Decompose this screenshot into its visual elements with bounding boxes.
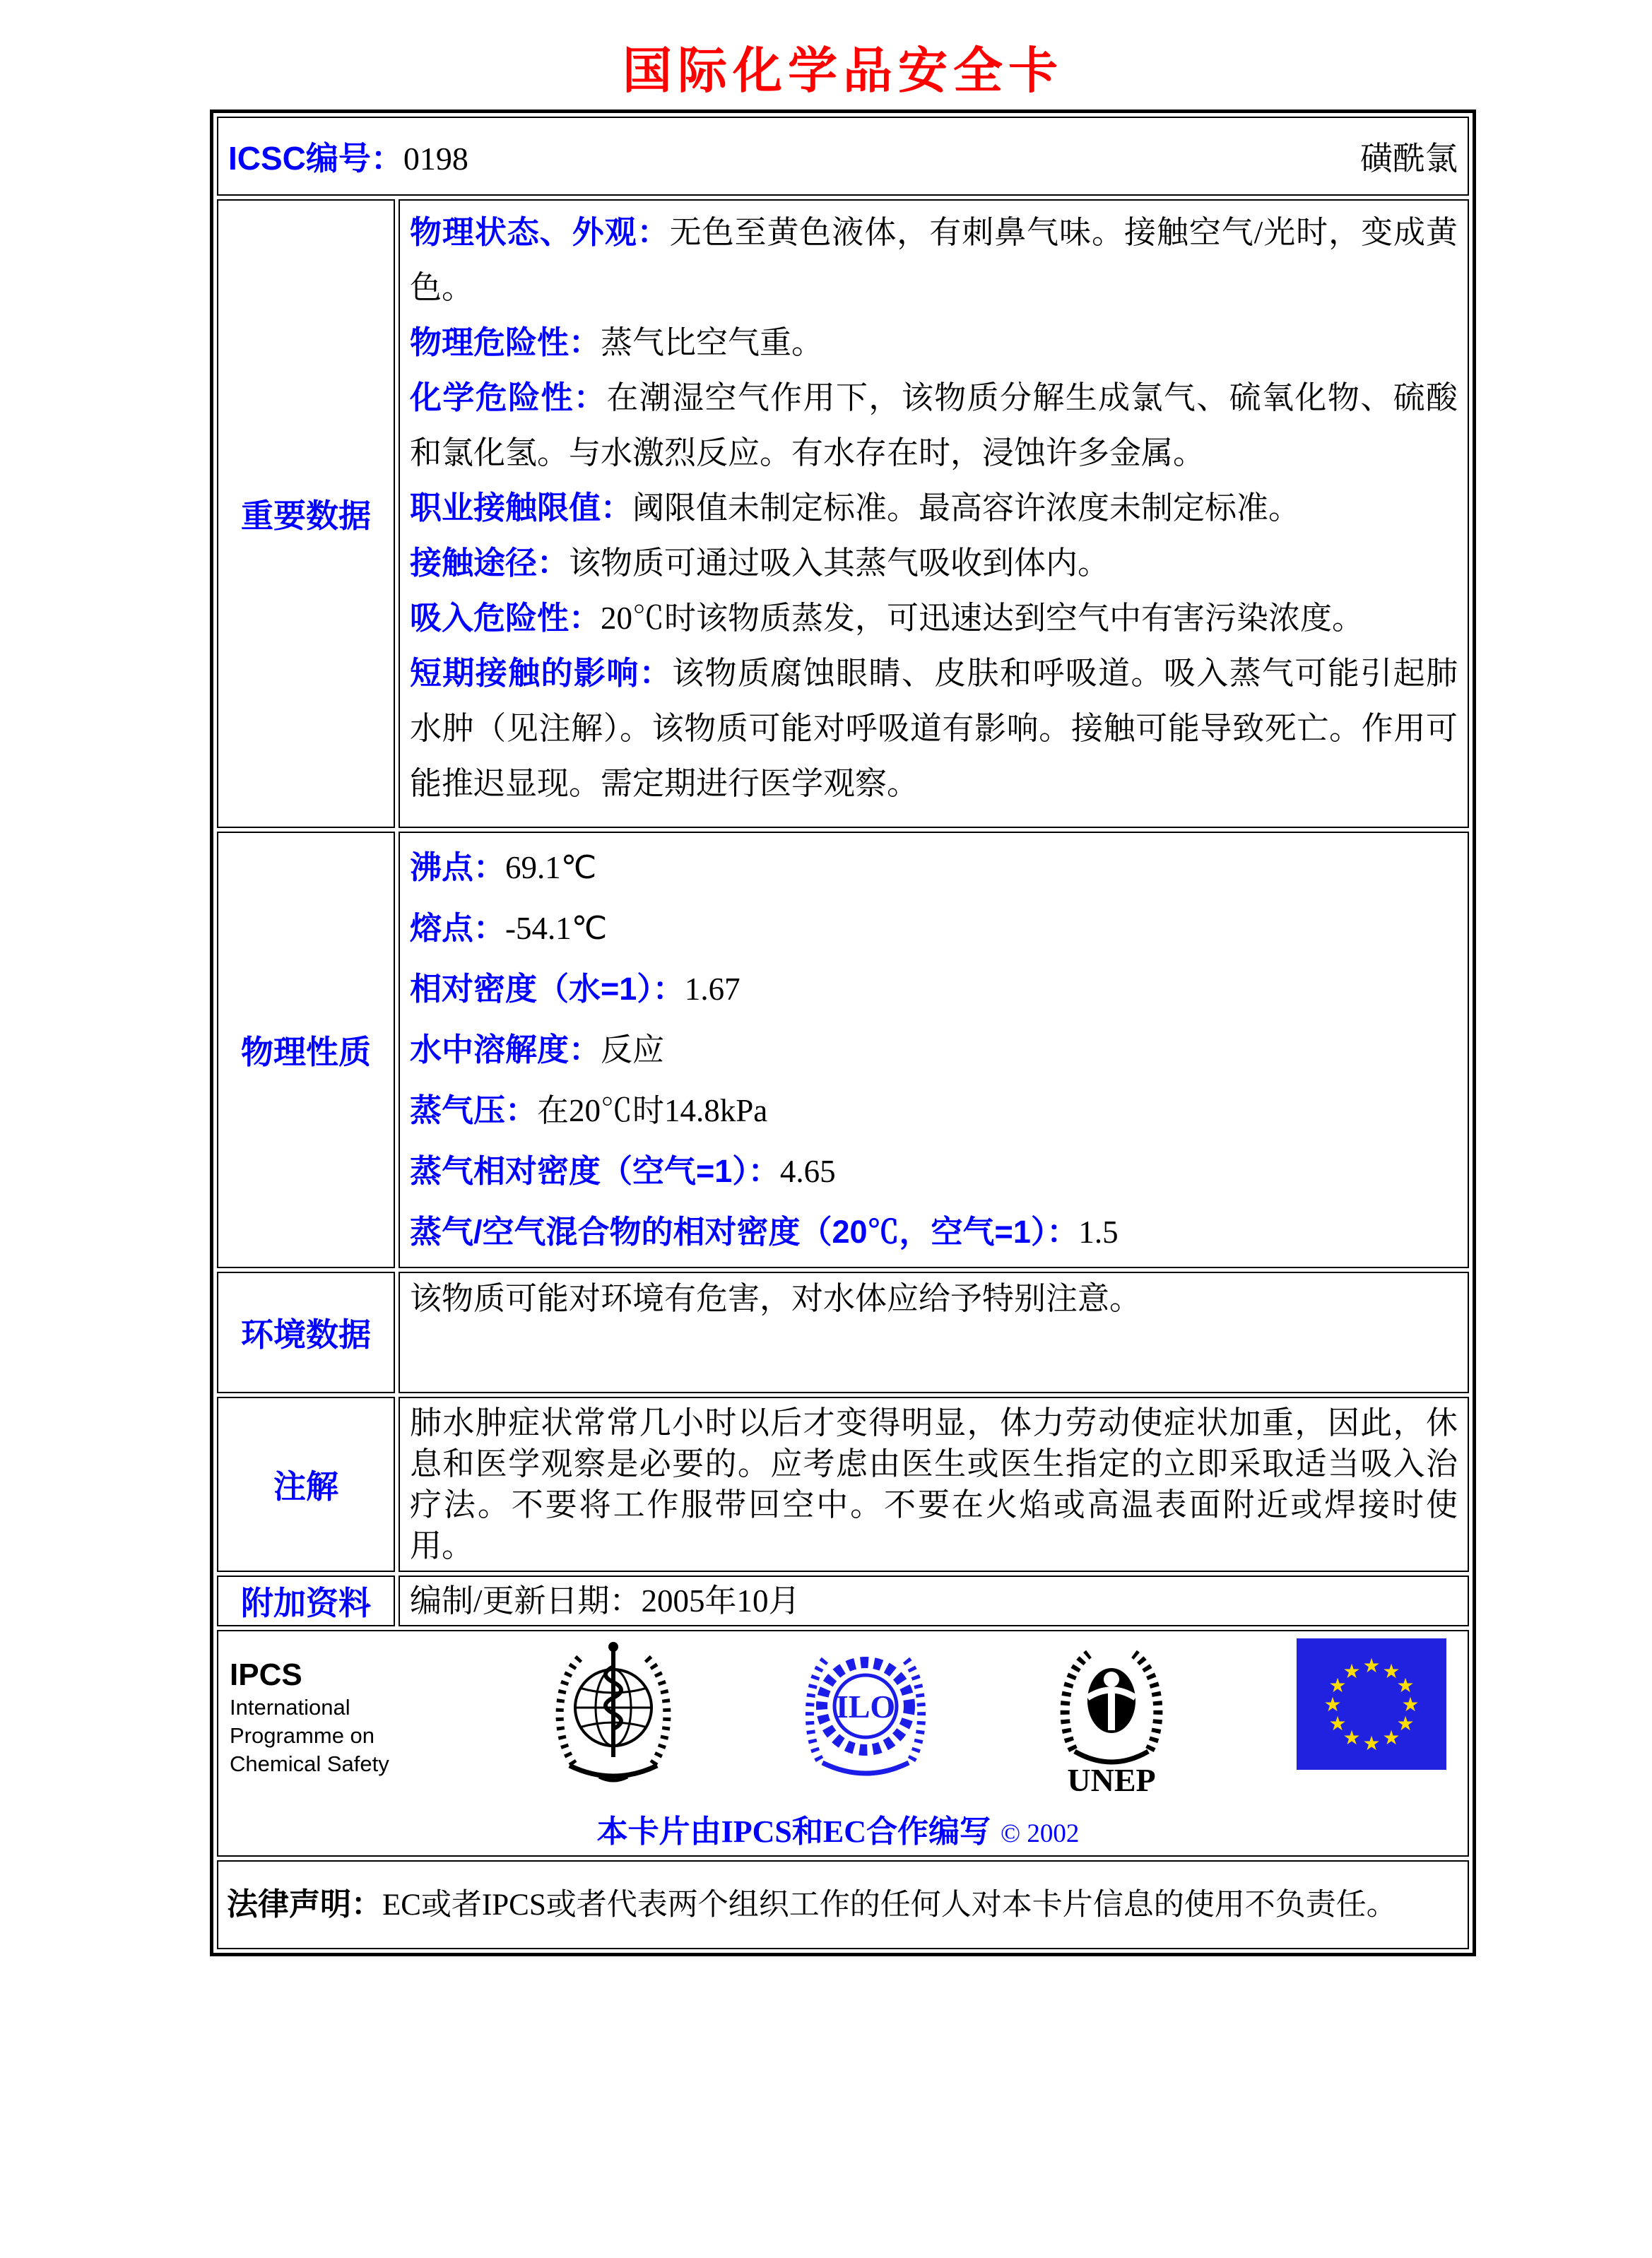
property-label: 物理状态、外观： [410, 214, 670, 250]
important-data-row [217, 199, 1469, 828]
property-row [410, 370, 1458, 480]
property-row [410, 480, 1458, 536]
svg-text:★: ★ [1401, 1693, 1420, 1716]
property-label: 蒸气相对密度（空气=1）： [410, 1153, 780, 1189]
unep-logo-label: UNEP [1066, 1762, 1156, 1798]
safety-card-table [210, 110, 1476, 1956]
property-value: 阈限值未制定标准。最高容许浓度未制定标准。 [632, 490, 1301, 526]
update-date-value: 2005年10月 [641, 1583, 801, 1619]
additional-info-section-label: 附加资料 [217, 1576, 395, 1626]
ilo-logo-icon [806, 1638, 926, 1792]
organization-logos [230, 1638, 1446, 1802]
property-value: 4.65 [779, 1154, 836, 1189]
property-row [410, 591, 1458, 646]
additional-info-row [217, 1576, 1469, 1626]
property-row [410, 1080, 1458, 1141]
important-data-content [399, 199, 1469, 828]
legal-notice-text: EC或者IPCS或者代表两个组织工作的任何人对本卡片信息的使用不负责任。 [382, 1888, 1397, 1922]
svg-text:★: ★ [1362, 1654, 1381, 1677]
property-row [410, 1202, 1458, 1263]
ipcs-name-line: International [230, 1695, 350, 1720]
property-label: 化学危险性： [410, 379, 607, 415]
legal-notice [227, 1886, 1459, 1924]
ipcs-text-block [230, 1638, 420, 1778]
logos-cell [217, 1630, 1469, 1857]
important-data-section-label: 重要数据 [217, 199, 395, 828]
svg-text:★: ★ [1343, 1726, 1361, 1749]
property-value: 在20℃时14.8kPa [537, 1093, 768, 1128]
who-logo-icon [550, 1638, 677, 1792]
environmental-data-content [399, 1272, 1469, 1393]
property-value: 反应 [601, 1032, 665, 1068]
update-date-row [410, 1581, 1458, 1621]
cooperation-caption [230, 1806, 1446, 1851]
header-row [217, 117, 1469, 196]
property-label: 相对密度（水=1）： [410, 971, 685, 1007]
property-label: 沸点： [410, 849, 506, 885]
environmental-data-text: 该物质可能对环境有危害，对水体应给予特别注意。 [410, 1281, 1142, 1316]
ilo-logo-label: ILO [835, 1689, 896, 1725]
svg-text:★: ★ [1323, 1693, 1342, 1716]
environmental-data-section-label: 环境数据 [217, 1272, 395, 1393]
property-row [410, 837, 1458, 898]
chemical-name: 磺酰氯 [1360, 141, 1458, 177]
notes-text: 肺水肿症状常常几小时以后才变得明显，体力劳动使症状加重，因此，休息和医学观察是必要的。应考虑由医生或医生指定的立即采取适当吸入治疗法。不要将工作服带回空中。不要在火焰或高温表面附近或焊接时使用。 [410, 1405, 1458, 1564]
property-row [410, 1019, 1458, 1080]
property-label: 熔点： [410, 910, 506, 946]
legal-notice-cell [217, 1860, 1469, 1949]
property-value: 该物质可通过吸入其蒸气吸收到体内。 [569, 545, 1110, 581]
property-value: 69.1℃ [505, 850, 597, 885]
notes-row [217, 1397, 1469, 1572]
property-row [410, 205, 1458, 315]
svg-text:★: ★ [1382, 1726, 1400, 1749]
legal-notice-label: 法律声明： [227, 1886, 382, 1922]
update-date-label: 编制/更新日期： [410, 1583, 642, 1619]
logos-row [217, 1630, 1469, 1857]
property-value: 1.5 [1078, 1214, 1119, 1250]
property-value: 蒸气比空气重。 [601, 325, 824, 360]
property-row [410, 1141, 1458, 1202]
property-row [410, 898, 1458, 959]
page-title: 国际化学品安全卡 [623, 45, 1063, 99]
property-label: 蒸气/空气混合物的相对密度（20℃，空气=1）： [410, 1214, 1079, 1250]
environmental-data-row [217, 1272, 1469, 1393]
physical-properties-row [217, 832, 1469, 1268]
svg-text:★: ★ [1396, 1674, 1415, 1697]
property-label: 接触途径： [410, 545, 570, 581]
additional-info-content [399, 1576, 1469, 1626]
notes-section-label: 注解 [217, 1397, 395, 1572]
property-row [410, 536, 1458, 591]
ipcs-acronym: IPCS [230, 1657, 302, 1692]
icsc-number-label: ICSC编号： [228, 140, 403, 177]
property-label: 水中溶解度： [410, 1032, 601, 1068]
physical-properties-content [399, 832, 1469, 1268]
property-row [410, 315, 1458, 370]
property-value: 该物质腐蚀眼睛、皮肤和呼吸道。吸入蒸气可能引起肺水肿（见注解）。该物质可能对呼吸道有影响。接触可能导致死亡。作用可能推迟显现。需定期进行医学观察。 [410, 656, 1458, 801]
legal-notice-row [217, 1860, 1469, 1949]
header-cell [217, 117, 1469, 196]
property-label: 物理危险性： [410, 324, 601, 360]
notes-content [399, 1397, 1469, 1572]
svg-text:★: ★ [1382, 1660, 1400, 1683]
property-value: 20℃时该物质蒸发，可迅速达到空气中有害污染浓度。 [601, 601, 1364, 636]
eu-flag-icon [1297, 1638, 1446, 1773]
unep-logo-icon [1055, 1638, 1168, 1802]
property-label: 吸入危险性： [410, 600, 601, 636]
copyright-text: © 2002 [1001, 1819, 1080, 1848]
svg-text:★: ★ [1328, 1674, 1347, 1697]
property-label: 蒸气压： [410, 1092, 538, 1128]
property-value: 1.67 [684, 971, 741, 1007]
property-row [410, 646, 1458, 811]
property-value: 无色至黄色液体，有刺鼻气味。接触空气/光时，变成黄色。 [410, 215, 1458, 305]
cooperation-caption-text: 本卡片由IPCS和EC合作编写 [596, 1814, 991, 1849]
property-label: 职业接触限值： [410, 490, 633, 526]
ipcs-name-line: Programme on [230, 1723, 375, 1748]
property-value: 在潮湿空气作用下，该物质分解生成氯气、硫氧化物、硫酸和氯化氢。与水激烈反应。有水存在时，浸蚀许多金属。 [410, 380, 1458, 471]
icsc-number-value: 0198 [403, 141, 468, 177]
property-value: -54.1℃ [505, 911, 608, 946]
icsc-number-group [228, 133, 468, 179]
svg-text:★: ★ [1362, 1732, 1381, 1755]
svg-text:★: ★ [1396, 1712, 1415, 1735]
svg-text:★: ★ [1328, 1712, 1347, 1735]
ipcs-name-line: Chemical Safety [230, 1751, 389, 1776]
svg-text:★: ★ [1343, 1660, 1361, 1683]
property-row [410, 959, 1458, 1019]
physical-properties-section-label: 物理性质 [217, 832, 395, 1268]
property-label: 短期接触的影响： [410, 655, 673, 691]
